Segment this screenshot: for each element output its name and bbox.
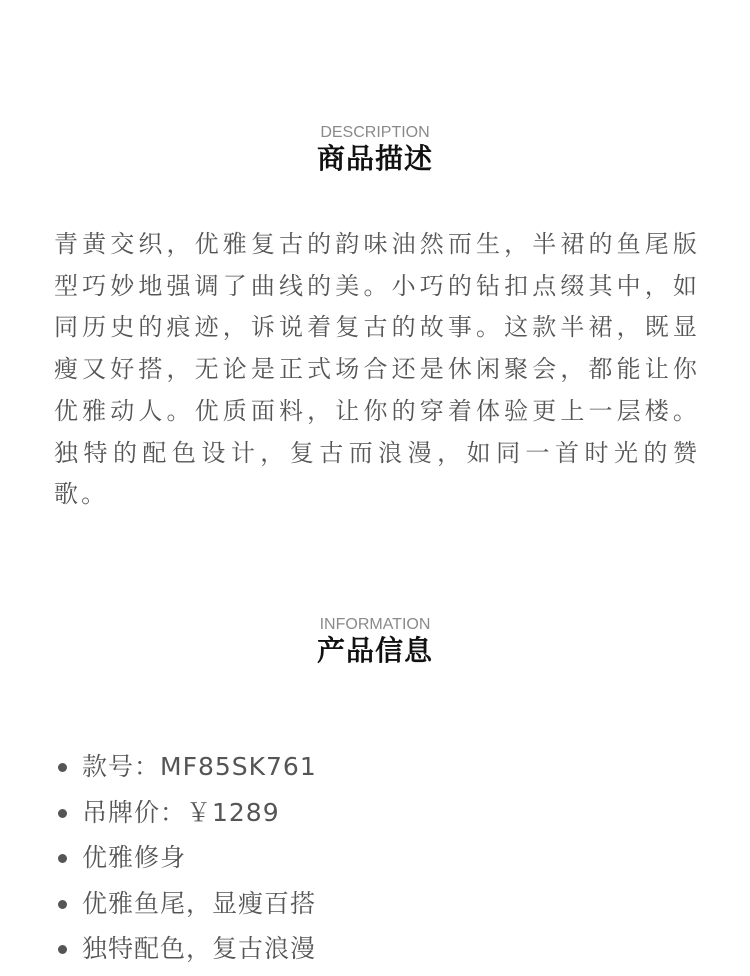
list-item <box>54 926 317 972</box>
information-title-zh: 产品信息 <box>316 634 433 667</box>
bullet-icon <box>58 809 67 818</box>
bullet-icon <box>58 900 67 909</box>
list-item <box>54 881 317 927</box>
information-list <box>54 744 317 972</box>
description-title-zh: 商品描述 <box>316 142 433 175</box>
information-title-en: INFORMATION <box>319 616 431 633</box>
list-item-label: 优雅修身 <box>82 843 187 872</box>
bullet-icon <box>58 854 67 863</box>
bullet-icon <box>58 945 67 954</box>
list-item-label: 优雅鱼尾，显瘦百搭 <box>82 888 317 918</box>
description-body: 青黄交织，优雅复古的韵味油然而生，半裙的鱼尾版型巧妙地强调了曲线的美。小巧的钻扣点缀其中，如同历史的痕迹，诉说着复古的故事。这款半裙，既显瘦又好搭，无论是正式场合还是休闲聚会，都能让你优雅动人。优质面料，让你的穿着体验更上一层楼。独特的配色设计，复古而浪漫，如同一首时光的赞歌。 <box>54 230 700 509</box>
list-item <box>54 790 317 836</box>
list-item-label: 款号：MF85SK761 <box>82 752 317 781</box>
information-header <box>0 616 750 668</box>
list-item <box>54 744 317 790</box>
bullet-icon <box>58 763 67 772</box>
description-header <box>0 124 750 176</box>
list-item-label: 吊牌价：￥1289 <box>82 797 280 827</box>
list-item <box>54 835 317 881</box>
description-title-en: DESCRIPTION <box>320 124 430 141</box>
list-item-label: 独特配色，复古浪漫 <box>82 934 317 963</box>
